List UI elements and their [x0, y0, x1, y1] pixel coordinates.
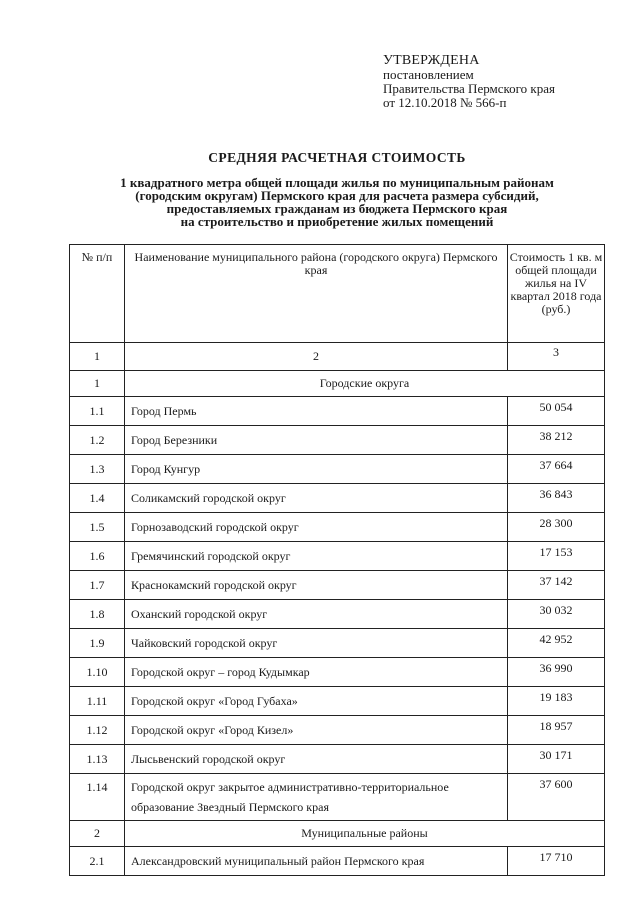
- row-name: Городской округ «Город Губаха»: [125, 687, 508, 716]
- table-row: [70, 774, 605, 821]
- row-cost: 17 710: [508, 847, 605, 876]
- subtitle-line-1: 1 квадратного метра общей площади жилья по муниципальным районам: [120, 175, 554, 190]
- approval-line-2: Правительства Пермского края: [383, 81, 555, 96]
- table-row: [70, 687, 605, 716]
- row-cost: 18 957: [508, 716, 605, 745]
- table-row: [70, 629, 605, 658]
- table-row: [70, 426, 605, 455]
- table-row: [70, 397, 605, 426]
- row-number: 1.11: [70, 687, 125, 716]
- row-name: Александровский муниципальный район Пермского края: [125, 847, 508, 876]
- approval-title: УТВЕРЖДЕНА: [383, 53, 480, 68]
- row-name: Городской округ – город Кудымкар: [125, 658, 508, 687]
- row-name: Чайковский городской округ: [125, 629, 508, 658]
- row-name: Оханский городской округ: [125, 600, 508, 629]
- row-name: Городской округ «Город Кизел»: [125, 716, 508, 745]
- row-number: 2.1: [70, 847, 125, 876]
- column-numbers-row: [70, 343, 605, 371]
- row-cost: 37 600: [508, 774, 605, 821]
- row-number: 1.7: [70, 571, 125, 600]
- row-number: 1.8: [70, 600, 125, 629]
- table-row: [70, 571, 605, 600]
- row-name: Город Пермь: [125, 397, 508, 426]
- document-subtitle: [60, 176, 614, 228]
- row-cost: 19 183: [508, 687, 605, 716]
- header-name: Наименование муниципального района (городского округа) Пермского края: [125, 245, 508, 343]
- table-row: [70, 658, 605, 687]
- header-number: № п/п: [70, 245, 125, 343]
- table-row: [70, 716, 605, 745]
- row-number: 1.3: [70, 455, 125, 484]
- column-number-2: 2: [125, 343, 508, 371]
- table-row: [70, 745, 605, 774]
- row-number: 1.6: [70, 542, 125, 571]
- row-cost: 17 153: [508, 542, 605, 571]
- table-row: [70, 847, 605, 876]
- subtitle-line-3: предоставляемых гражданам из бюджета Пермского края: [166, 201, 508, 216]
- row-cost: 38 212: [508, 426, 605, 455]
- table-row: [70, 484, 605, 513]
- section-number: 2: [70, 821, 125, 847]
- row-number: 1.2: [70, 426, 125, 455]
- row-cost: 30 171: [508, 745, 605, 774]
- row-name: Город Кунгур: [125, 455, 508, 484]
- row-cost: 50 054: [508, 397, 605, 426]
- column-number-1: 1: [70, 343, 125, 371]
- row-number: 1.1: [70, 397, 125, 426]
- row-cost: 37 142: [508, 571, 605, 600]
- row-cost: 30 032: [508, 600, 605, 629]
- table-row: [70, 600, 605, 629]
- section-row-urban: [70, 371, 605, 397]
- document-heading: [60, 150, 614, 228]
- column-number-3: 3: [508, 343, 605, 371]
- row-cost: 36 843: [508, 484, 605, 513]
- row-name: Город Березники: [125, 426, 508, 455]
- row-name: Краснокамский городской округ: [125, 571, 508, 600]
- row-name: Соликамский городской округ: [125, 484, 508, 513]
- row-cost: 36 990: [508, 658, 605, 687]
- row-name: Городской округ закрытое административно-территориальное образование Звездный Пермского края: [125, 774, 508, 821]
- district-rows: [70, 847, 605, 876]
- row-name: Гремячинский городской округ: [125, 542, 508, 571]
- table-header-row: [70, 245, 605, 343]
- row-cost: 37 664: [508, 455, 605, 484]
- row-number: 1.5: [70, 513, 125, 542]
- row-cost: 28 300: [508, 513, 605, 542]
- row-number: 1.14: [70, 774, 125, 821]
- row-number: 1.13: [70, 745, 125, 774]
- row-name: Лысьвенский городской округ: [125, 745, 508, 774]
- table-row: [70, 455, 605, 484]
- section-name: Городские округа: [125, 371, 605, 397]
- approval-line-3: от 12.10.2018 № 566-п: [383, 95, 507, 110]
- document-title: СРЕДНЯЯ РАСЧЕТНАЯ СТОИМОСТЬ: [208, 150, 466, 165]
- row-number: 1.9: [70, 629, 125, 658]
- table-row: [70, 513, 605, 542]
- subtitle-line-2: (городским округам) Пермского края для расчета размера субсидий,: [135, 188, 539, 203]
- cost-table: [69, 244, 605, 876]
- row-number: 1.4: [70, 484, 125, 513]
- section-row-districts: [70, 821, 605, 847]
- urban-rows: [70, 397, 605, 821]
- section-number: 1: [70, 371, 125, 397]
- approval-stamp: [383, 54, 555, 110]
- section-name: Муниципальные районы: [125, 821, 605, 847]
- row-name: Горнозаводский городской округ: [125, 513, 508, 542]
- row-number: 1.10: [70, 658, 125, 687]
- header-cost: Стоимость 1 кв. м общей площади жилья на IV квартал 2018 года (руб.): [508, 245, 605, 343]
- approval-line-1: постановлением: [383, 67, 474, 82]
- row-number: 1.12: [70, 716, 125, 745]
- table-row: [70, 542, 605, 571]
- row-cost: 42 952: [508, 629, 605, 658]
- subtitle-line-4: на строительство и приобретение жилых помещений: [180, 214, 494, 229]
